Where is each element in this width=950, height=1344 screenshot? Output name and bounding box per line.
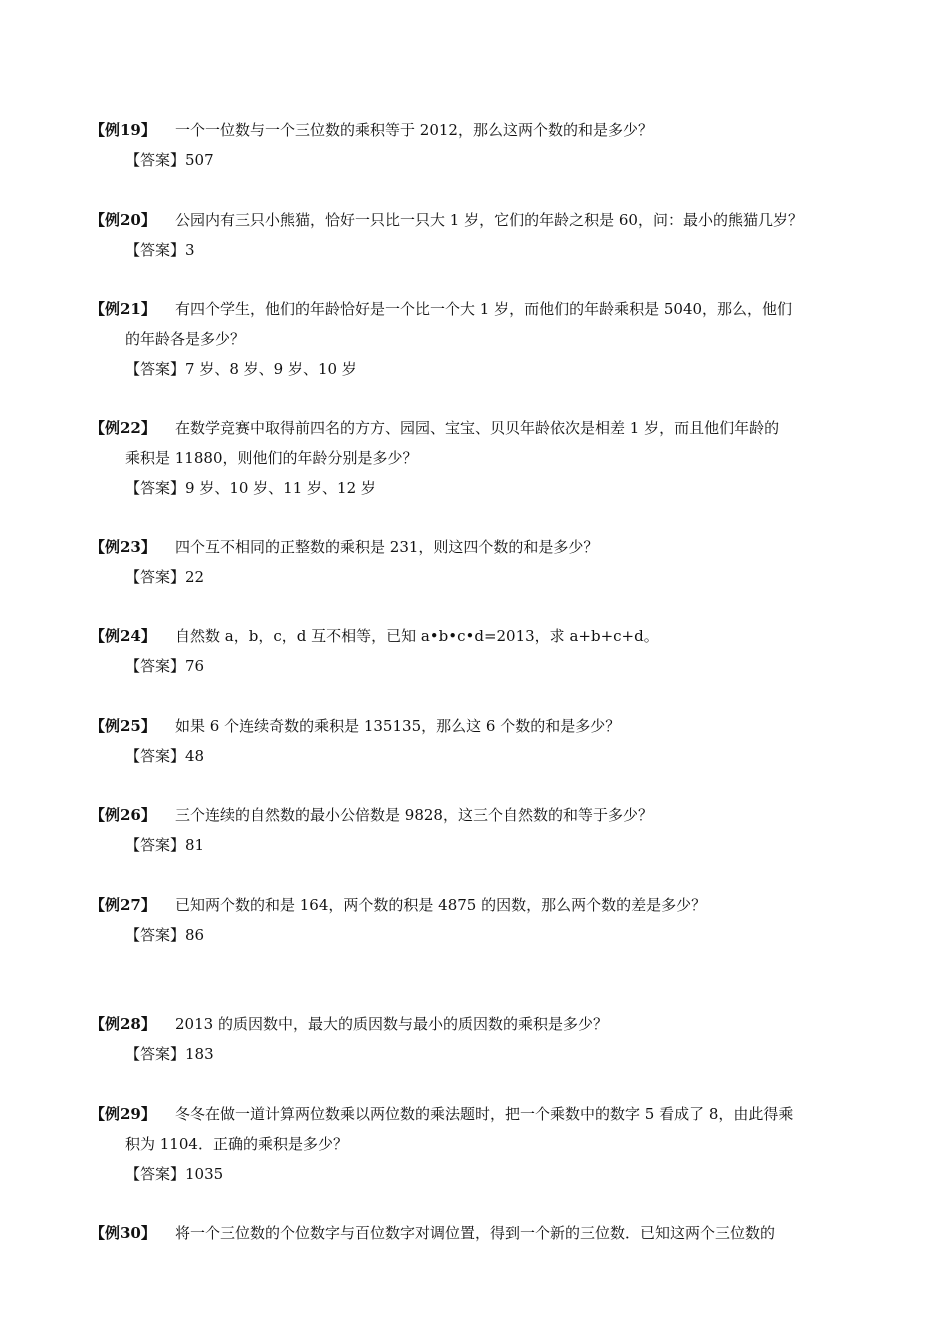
problem-label: 【例19】	[90, 121, 156, 139]
answer-label: 【答案】	[125, 926, 186, 944]
problem-label: 【例20】	[90, 211, 156, 229]
problem-20	[90, 205, 870, 265]
answer-value: 507	[185, 151, 214, 169]
answer-label: 【答案】	[125, 1165, 186, 1183]
problem-text: 自然数 a，b，c，d 互不相等，已知 a•b•c•d=2013，求 a+b+c+d。	[175, 627, 659, 645]
problem-text: 公园内有三只小熊猫，恰好一只比一只大 1 岁，它们的年龄之积是 60，问：最小的熊猫几岁？	[175, 211, 803, 229]
answer-label: 【答案】	[125, 657, 186, 675]
problem-text: 2013 的质因数中，最大的质因数与最小的质因数的乘积是多少？	[175, 1015, 608, 1033]
problem-text: 如果 6 个连续奇数的乘积是 135135，那么这 6 个数的和是多少？	[175, 717, 621, 735]
answer-value: 183	[185, 1045, 214, 1063]
answer-value: 22	[185, 568, 205, 586]
problem-28	[90, 1009, 870, 1069]
problem-label: 【例27】	[90, 896, 156, 914]
problem-text: 冬冬在做一道计算两位数乘以两位数的乘法题时，把一个乘数中的数字 5 看成了 8，由此得乘	[175, 1105, 794, 1123]
problem-27	[90, 890, 870, 950]
answer-label: 【答案】	[125, 836, 186, 854]
problem-text: 一个一位数与一个三位数的乘积等于 2012，那么这两个数的和是多少？	[175, 121, 653, 139]
answer-line	[90, 741, 870, 771]
problem-label: 【例24】	[90, 627, 156, 645]
problem-label: 【例30】	[90, 1224, 156, 1242]
problem-19	[90, 115, 870, 175]
answer-label: 【答案】	[125, 479, 186, 497]
problem-label: 【例21】	[90, 300, 156, 318]
problem-30	[90, 1218, 870, 1248]
answer-value: 76	[185, 657, 205, 675]
answer-value: 1035	[185, 1165, 224, 1183]
problem-label: 【例26】	[90, 806, 156, 824]
answer-label: 【答案】	[125, 1045, 186, 1063]
answer-label: 【答案】	[125, 241, 186, 259]
problem-22	[90, 413, 870, 503]
answer-line	[90, 651, 870, 681]
problem-text-continued: 积为 1104．正确的乘积是多少？	[125, 1135, 348, 1153]
problem-text: 四个互不相同的正整数的乘积是 231，则这四个数的和是多少？	[175, 538, 599, 556]
answer-line	[90, 1159, 870, 1189]
problem-21	[90, 294, 870, 384]
problem-text-continued: 的年龄各是多少？	[125, 330, 246, 348]
answer-value: 81	[185, 836, 205, 854]
problem-26	[90, 800, 870, 860]
answer-value: 7 岁、8 岁、9 岁、10 岁	[185, 360, 357, 378]
problem-text: 在数学竞赛中取得前四名的方方、园园、宝宝、贝贝年龄依次是相差 1 岁，而且他们年龄的	[175, 419, 780, 437]
answer-value: 48	[185, 747, 205, 765]
answer-line	[90, 354, 870, 384]
answer-value: 3	[185, 241, 195, 259]
answer-value: 9 岁、10 岁、11 岁、12 岁	[185, 479, 376, 497]
problem-text: 已知两个数的和是 164，两个数的积是 4875 的因数，那么两个数的差是多少？	[175, 896, 707, 914]
problem-text: 三个连续的自然数的最小公倍数是 9828，这三个自然数的和等于多少？	[175, 806, 653, 824]
answer-line	[90, 235, 870, 265]
answer-line	[90, 830, 870, 860]
problem-label: 【例23】	[90, 538, 156, 556]
problem-text: 将一个三位数的个位数字与百位数字对调位置，得到一个新的三位数．已知这两个三位数的	[175, 1224, 776, 1242]
answer-line	[90, 562, 870, 592]
problem-text-continued: 乘积是 11880，则他们的年龄分别是多少？	[125, 449, 418, 467]
problem-label: 【例25】	[90, 717, 156, 735]
answer-label: 【答案】	[125, 747, 186, 765]
answer-line	[90, 1039, 870, 1069]
problem-29	[90, 1099, 870, 1189]
problem-23	[90, 532, 870, 592]
answer-label: 【答案】	[125, 360, 186, 378]
answer-label: 【答案】	[125, 568, 186, 586]
problem-label: 【例22】	[90, 419, 156, 437]
answer-line	[90, 473, 870, 503]
answer-line	[90, 920, 870, 950]
problem-25	[90, 711, 870, 771]
problem-label: 【例28】	[90, 1015, 156, 1033]
problem-label: 【例29】	[90, 1105, 156, 1123]
answer-line	[90, 145, 870, 175]
answer-value: 86	[185, 926, 205, 944]
problem-text: 有四个学生，他们的年龄恰好是一个比一个大 1 岁，而他们的年龄乘积是 5040，那么，他们	[175, 300, 793, 318]
answer-label: 【答案】	[125, 151, 186, 169]
problem-24	[90, 621, 870, 681]
